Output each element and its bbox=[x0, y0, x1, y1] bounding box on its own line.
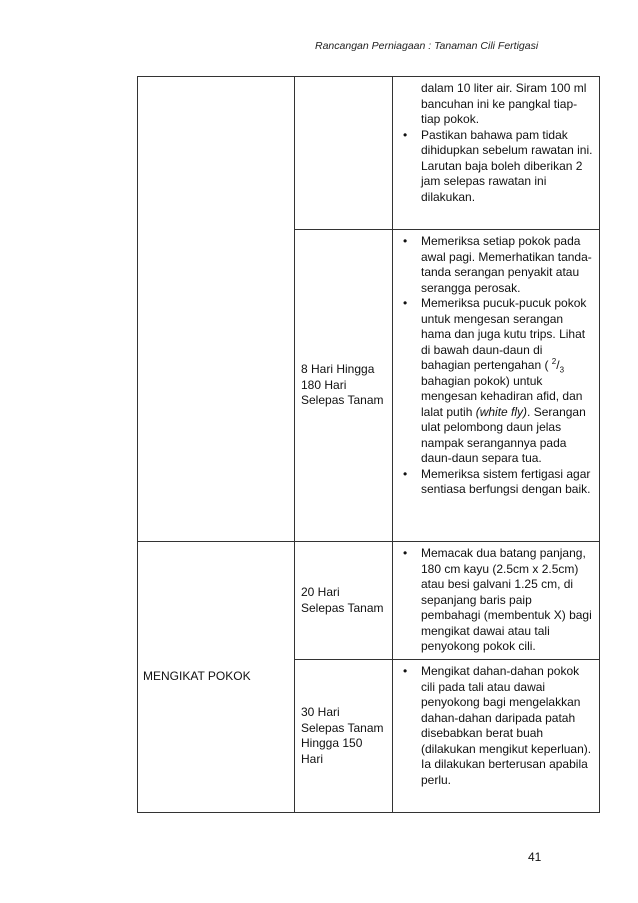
detail-cell bbox=[393, 77, 600, 230]
list-item: • Memeriksa pucuk-pucuk pokok untuk mengesan serangan hama dan juga kutu trips. Lihat di bawah daun-daun di bahagian pertengahan ( $^2/_3$ bahagian pokok) untuk mengesan kehadiran afid, dan lalat putih (white fly). Serangan ulat pelombong daun jelas nampak serangannya pada daun-daun separa tua. bbox=[403, 296, 587, 465]
page-number: 41 bbox=[528, 850, 542, 864]
list-item: • Memeriksa sistem fertigasi agar sentiasa berfungsi dengan baik. bbox=[403, 466, 591, 496]
list-item: • Memacak dua batang panjang, 180 cm kayu (2.5cm x 2.5cm) atau besi galvani 1.25 cm, di sepanjang baris paip pembahagi (membentuk X) bagi mengikat dawai atau tali penyokong pokok cili. bbox=[403, 546, 592, 653]
bullet-list bbox=[397, 546, 593, 655]
time-cell-empty bbox=[295, 77, 393, 230]
bullet-icon: • bbox=[403, 296, 408, 310]
time-cell: 30 Hari Selepas Tanam Hingga 150 Hari bbox=[295, 660, 393, 813]
bullet-icon: • bbox=[403, 234, 408, 248]
bullet-icon: • bbox=[403, 664, 408, 678]
activity-cell-empty bbox=[138, 77, 295, 542]
bullet-icon: • bbox=[403, 546, 408, 560]
detail-cell bbox=[393, 230, 600, 542]
bullet-icon: • bbox=[403, 127, 408, 142]
list-item: • Pastikan bahawa pam tidak dihidupkan sebelum rawatan ini. Larutan baja boleh diberikan 2 jam selepas rawatan ini dilakukan. bbox=[403, 127, 593, 204]
bullet-list bbox=[397, 128, 593, 206]
bullet-list bbox=[397, 234, 593, 498]
time-cell: 8 Hari Hingga 180 Hari Selepas Tanam bbox=[295, 230, 393, 542]
table-row bbox=[138, 77, 600, 230]
table-row bbox=[138, 542, 600, 660]
bullet-icon: • bbox=[403, 466, 408, 481]
continuation-text: dalam 10 liter air. Siram 100 ml bancuhan ini ke pangkal tiap-tiap pokok. bbox=[421, 81, 587, 126]
time-cell: 20 Hari Selepas Tanam bbox=[295, 542, 393, 660]
detail-cell bbox=[393, 542, 600, 660]
list-item: • Mengikat dahan-dahan pokok cili pada tali atau dawai penyokong bagi mengelakkan dahan-dahan daripada patah disebabkan berat buah (dilakukan mengikut keperluan). Ia dilakukan berterusan apabila perlu. bbox=[403, 664, 592, 787]
running-header: Rancangan Perniagaan : Tanaman Cili Fertigasi bbox=[315, 40, 539, 52]
maintenance-schedule-table bbox=[137, 76, 600, 813]
list-item: • Memeriksa setiap pokok pada awal pagi. Memerhatikan tanda-tanda serangan penyakit atau serangga perosak. bbox=[403, 234, 592, 295]
fraction: $^2/_3$ bbox=[551, 357, 565, 375]
detail-cell bbox=[393, 660, 600, 813]
activity-cell: MENGIKAT POKOK bbox=[138, 542, 295, 813]
bullet-list bbox=[397, 664, 593, 788]
